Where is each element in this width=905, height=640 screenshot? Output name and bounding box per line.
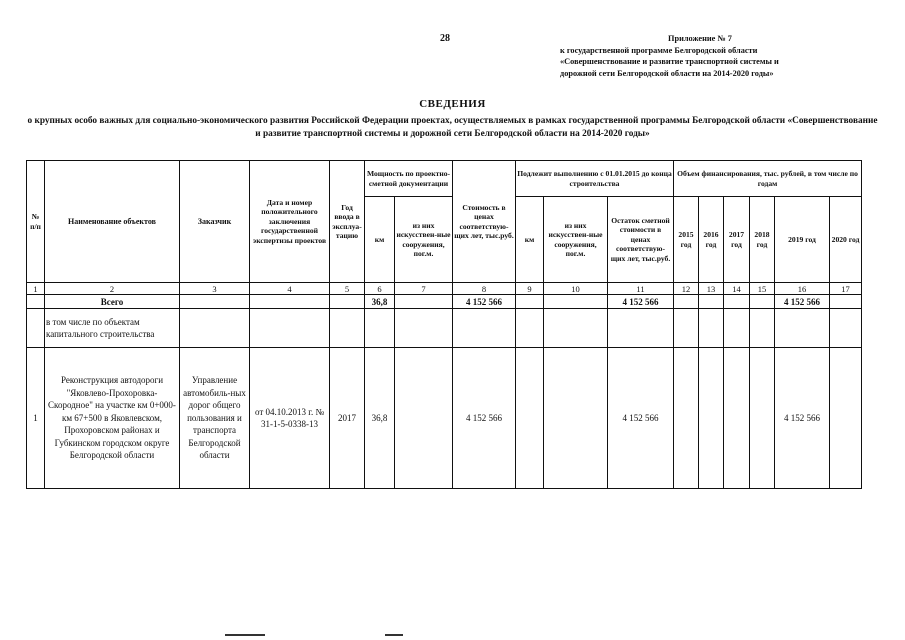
header-year-2015: 2015 год bbox=[674, 197, 699, 283]
header-remaining-group: Подлежит выполнению с 01.01.2015 до конца строительства bbox=[516, 161, 674, 197]
column-number: 13 bbox=[699, 283, 724, 295]
column-number: 6 bbox=[365, 283, 395, 295]
column-number: 12 bbox=[674, 283, 699, 295]
header-capacity-group: Мощность по проектно-сметной документации bbox=[365, 161, 453, 197]
appendix-line: дорожной сети Белгородской области на 2014-2020 годы» bbox=[560, 68, 774, 78]
including-label: в том числе по объектам капитального строительства bbox=[45, 309, 180, 348]
page-number: 28 bbox=[440, 33, 450, 44]
row-expertise: от 04.10.2013 г. № 31-1-5-0338-13 bbox=[250, 348, 330, 489]
column-number: 17 bbox=[830, 283, 862, 295]
total-km: 36,8 bbox=[365, 295, 395, 309]
header-remaining-km: км bbox=[516, 197, 544, 283]
row-2019: 4 152 566 bbox=[775, 348, 830, 489]
appendix-title: Приложение № 7 bbox=[668, 34, 732, 43]
appendix-line: «Совершенствование и развитие транспортной системы и bbox=[560, 57, 779, 66]
column-number: 1 bbox=[27, 283, 45, 295]
column-number: 8 bbox=[453, 283, 516, 295]
header-year-2018: 2018 год bbox=[750, 197, 775, 283]
row-customer: Управление автомобиль-ных дорог общего пользования и транспорта Белгородской области bbox=[180, 348, 250, 489]
including-row bbox=[27, 309, 862, 348]
row-remaining-cost: 4 152 566 bbox=[608, 348, 674, 489]
header-name: Наименование объектов bbox=[45, 161, 180, 283]
column-number: 11 bbox=[608, 283, 674, 295]
header-year-2020: 2020 год bbox=[830, 197, 862, 283]
appendix-header bbox=[560, 33, 840, 79]
total-remaining-cost: 4 152 566 bbox=[608, 295, 674, 309]
header-capacity-km: км bbox=[365, 197, 395, 283]
document-subtitle: о крупных особо важных для социально-экономического развития Российской Федерации проектах, осуществляемых в рамках государственной программы Белгородской области «Совершенствование и развитие транспортной системы и дорожной сети Белгородской области на 2014-2020 годы» bbox=[27, 116, 878, 139]
header-year-2016: 2016 год bbox=[699, 197, 724, 283]
header-cost: Стоимость в ценах соответствую-щих лет, тыс.руб. bbox=[453, 161, 516, 283]
column-number: 10 bbox=[544, 283, 608, 295]
column-number: 5 bbox=[330, 283, 365, 295]
column-number: 9 bbox=[516, 283, 544, 295]
scan-artifact bbox=[225, 634, 265, 636]
table-row bbox=[27, 348, 862, 489]
header-remaining-structures: из них искусствен-ные сооружения, пог.м. bbox=[544, 197, 608, 283]
column-number: 15 bbox=[750, 283, 775, 295]
header-year-2017: 2017 год bbox=[724, 197, 750, 283]
column-number: 3 bbox=[180, 283, 250, 295]
column-number: 4 bbox=[250, 283, 330, 295]
column-number: 7 bbox=[395, 283, 453, 295]
header-remaining-cost: Остаток сметной стоимости в ценах соответствую-щих лет, тыс.руб. bbox=[608, 197, 674, 283]
scan-artifact bbox=[385, 634, 403, 636]
total-label: Всего bbox=[45, 295, 180, 309]
total-cost: 4 152 566 bbox=[453, 295, 516, 309]
row-name: Реконструкция автодороги "Яковлево-Прохоровка-Скородное" на участке км 0+000-км 67+500 в Яковлевском, Прохоровском районах и Губкинском городском округе Белгородской области bbox=[45, 348, 180, 489]
row-year: 2017 bbox=[330, 348, 365, 489]
row-num: 1 bbox=[27, 348, 45, 489]
row-cost: 4 152 566 bbox=[453, 348, 516, 489]
column-number-row bbox=[27, 283, 862, 295]
header-year-2019: 2019 год bbox=[775, 197, 830, 283]
appendix-line: к государственной программе Белгородской области bbox=[560, 45, 758, 55]
header-customer: Заказчик bbox=[180, 161, 250, 283]
document-title: СВЕДЕНИЯ bbox=[419, 98, 486, 110]
total-2019: 4 152 566 bbox=[775, 295, 830, 309]
header-capacity-structures: из них искусствен-ные сооружения, пог.м. bbox=[395, 197, 453, 283]
header-num: № п/п bbox=[27, 161, 45, 283]
total-row bbox=[27, 295, 862, 309]
column-number: 16 bbox=[775, 283, 830, 295]
projects-table bbox=[26, 160, 862, 489]
header-financing-group: Объем финансирования, тыс. рублей, в том числе по годам bbox=[674, 161, 862, 197]
column-number: 14 bbox=[724, 283, 750, 295]
header-year-start: Год ввода в эксплуа-тацию bbox=[330, 161, 365, 283]
row-km: 36,8 bbox=[365, 348, 395, 489]
column-number: 2 bbox=[45, 283, 180, 295]
header-expertise: Дата и номер положительного заключения государственной экспертизы проектов bbox=[250, 161, 330, 283]
